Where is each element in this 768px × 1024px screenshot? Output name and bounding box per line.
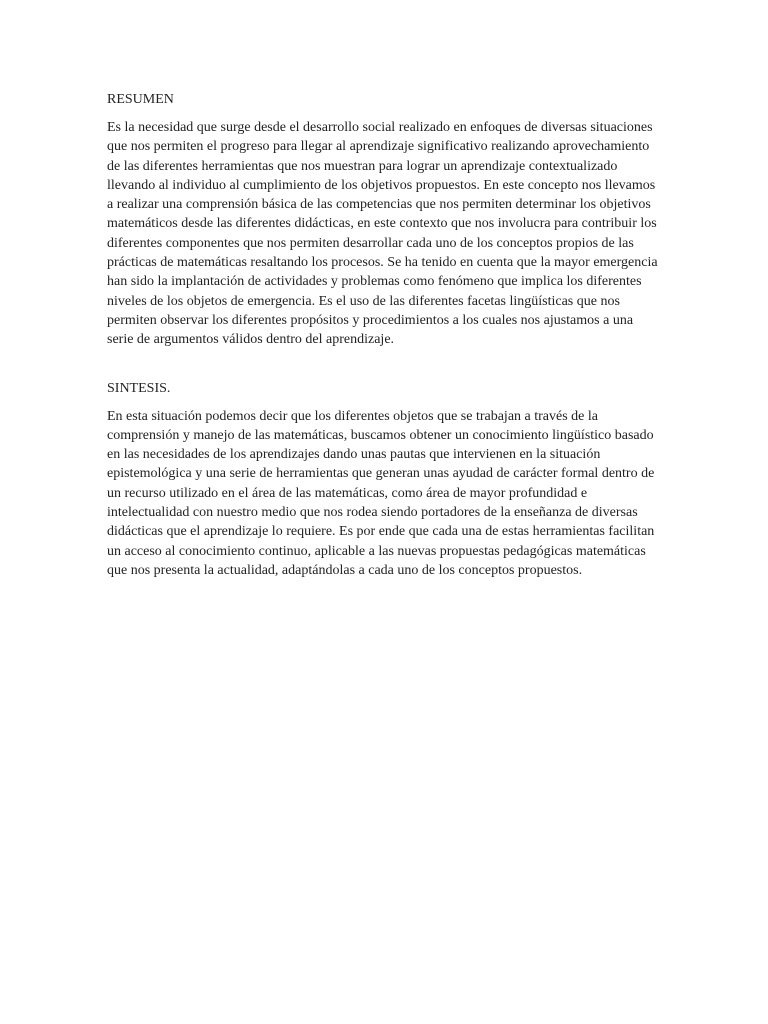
- section-spacer: [107, 350, 662, 379]
- sintesis-section: [107, 379, 662, 581]
- sintesis-heading: SINTESIS.: [107, 380, 171, 396]
- sintesis-paragraph: En esta situación podemos decir que los diferentes objetos que se trabajan a través de la comprensión y manejo de las matemáticas, buscamos obtener un conocimiento lingüístico basado en las necesidades de los aprendizajes dando unas pautas que intervienen en la situación epistemológica y una serie de herramientas que generan unas ayudad de carácter formal dentro de un recurso utilizado en el área de las matemáticas, como área de mayor profundidad e intelectualidad con nuestro medio que nos rodea siendo portadores de la enseñanza de diversas didácticas que el aprendizaje lo requiere. Es por ende que cada una de estas herramientas facilitan un acceso al conocimiento continuo, aplicable a las nuevas propuestas pedagógicas matemáticas que nos presenta la actualidad, adaptándolas a cada uno de los conceptos propuestos.: [107, 408, 655, 578]
- document-content: [107, 90, 662, 580]
- resumen-paragraph: Es la necesidad que surge desde el desarrollo social realizado en enfoques de diversas situaciones que nos permiten el progreso para llegar al aprendizaje significativo realizando aprovechamiento de las diferentes herramientas que nos muestran para lograr un aprendizaje contextualizado llevando al individuo al cumplimiento de los objetivos propuestos. En este concepto nos llevamos a realizar una comprensión básica de las competencias que nos permiten determinar los objetivos matemáticos desde las diferentes didácticas, en este contexto que nos involucra para contribuir los diferentes componentes que nos permiten desarrollar cada uno de los conceptos propios de las prácticas de matemáticas resaltando los procesos. Se ha tenido en cuenta que la mayor emergencia han sido la implantación de actividades y problemas como fenómeno que implica los diferentes niveles de los objetos de emergencia. Es el uso de las diferentes facetas lingüísticas que nos permiten observar los diferentes propósitos y procedimientos a los cuales nos ajustamos a una serie de argumentos válidos dentro del aprendizaje.: [107, 120, 658, 348]
- resumen-section: [107, 90, 662, 350]
- resumen-heading: RESUMEN: [107, 92, 174, 107]
